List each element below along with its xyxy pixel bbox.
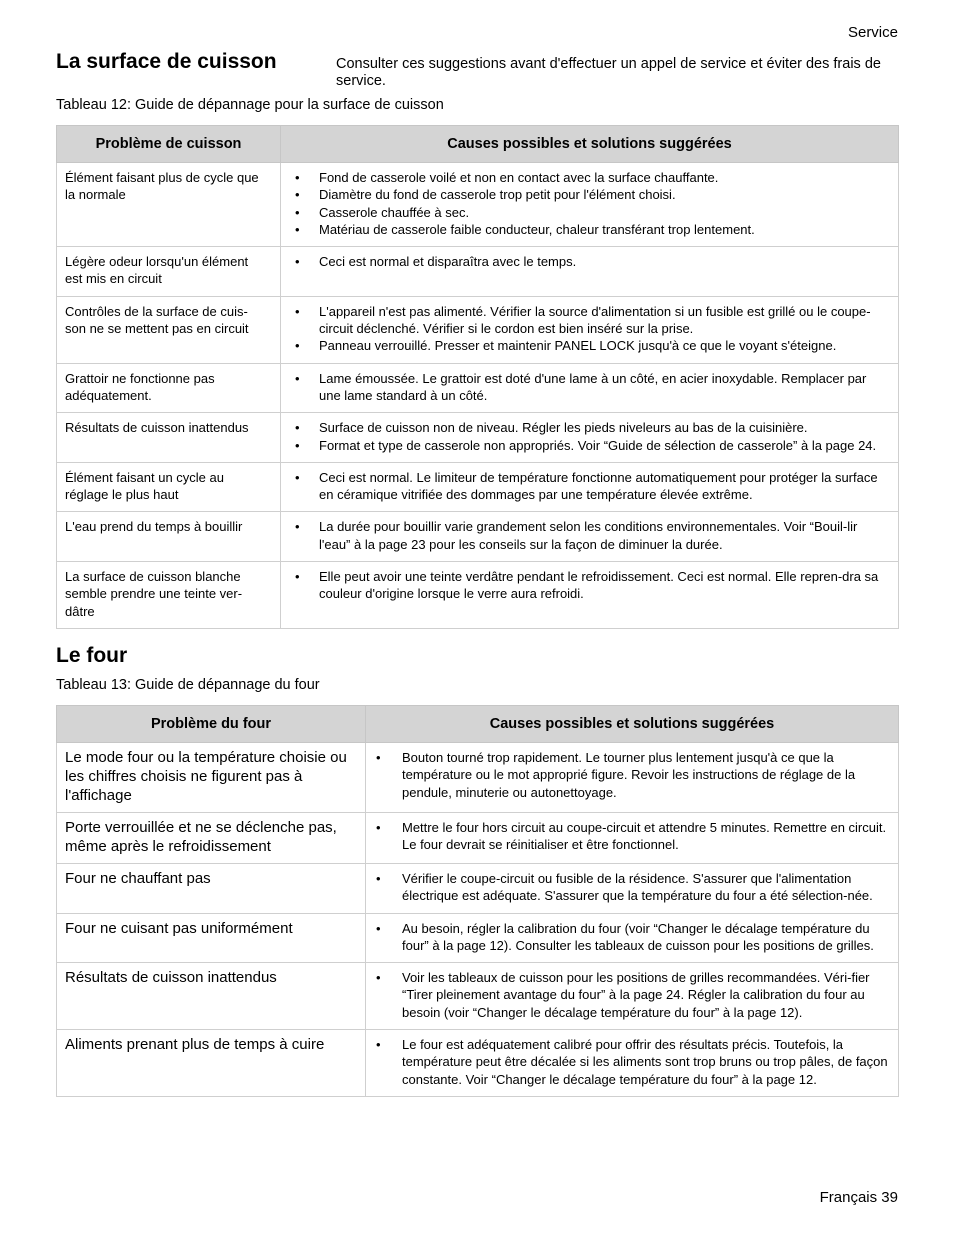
table-row (57, 512, 899, 562)
problem-cell: Aliments prenant plus de temps à cuire (57, 1030, 366, 1097)
problem-cell: Élément faisant plus de cycle que la normale (57, 163, 281, 247)
table-row (57, 913, 899, 963)
problem-cell: L'eau prend du temps à bouillir (57, 512, 281, 562)
problem-cell: Contrôles de la surface de cuis-son ne se mettent pas en circuit (57, 296, 281, 363)
solution-item: • Fond de casserole voilé et non en contact avec la surface chauffante. (289, 169, 890, 186)
solutions-list (374, 1036, 890, 1088)
solutions-list (374, 819, 890, 854)
solutions-cell (281, 512, 899, 562)
solutions-list (374, 969, 890, 1021)
table-caption-13: Tableau 13: Guide de dépannage du four (56, 677, 320, 693)
solution-item: • L'appareil n'est pas alimenté. Vérifier la source d'alimentation si un fusible est grillé ou le coupe-circuit déclenché. Vérifier si le cordon est bien inséré sur la prise. (289, 303, 890, 338)
solutions-list (289, 303, 890, 355)
table-row (57, 864, 899, 914)
section-title-oven: Le four (56, 644, 128, 667)
solution-item: • Voir les tableaux de cuisson pour les positions de grilles recommandées. Véri-fier “Tirer pleinement avantage du four” à la page 24. Régler la calibration du four au besoin (voir “Changer le décalage température du four” à la page 12). (374, 969, 890, 1021)
problem-cell: La surface de cuisson blanche semble prendre une teinte ver-dâtre (57, 562, 281, 629)
table-row (57, 413, 899, 463)
solution-item: • Format et type de casserole non appropriés. Voir “Guide de sélection de casserole” à la page 24. (289, 437, 890, 454)
solutions-list (289, 169, 890, 238)
solutions-cell (281, 363, 899, 413)
table-row (57, 963, 899, 1030)
solution-item: • Ceci est normal et disparaîtra avec le temps. (289, 253, 890, 270)
solutions-cell (281, 462, 899, 512)
problem-cell: Légère odeur lorsqu'un élément est mis en circuit (57, 247, 281, 297)
solution-item: • Matériau de casserole faible conducteur, chaleur transférant trop lentement. (289, 221, 890, 238)
table-header-row (57, 706, 899, 743)
solutions-list (289, 518, 890, 553)
problem-cell: Résultats de cuisson inattendus (57, 413, 281, 463)
solutions-cell (281, 413, 899, 463)
solutions-list (289, 469, 890, 504)
solution-item: • Diamètre du fond de casserole trop petit pour l'élément choisi. (289, 186, 890, 203)
solution-item: • Panneau verrouillé. Presser et maintenir PANEL LOCK jusqu'à ce que le voyant s'éteigne. (289, 337, 890, 354)
table-row (57, 363, 899, 413)
solutions-cell (366, 813, 899, 864)
solutions-cell (366, 743, 899, 813)
problem-cell: Le mode four ou la température choisie ou les chiffres choisis ne figurent pas à l'affichage (57, 743, 366, 813)
solutions-list (374, 749, 890, 801)
solutions-list (374, 870, 890, 905)
solution-item: • Lame émoussée. Le grattoir est doté d'une lame à un côté, en acier inoxydable. Remplacer par une lame standard à un côté. (289, 370, 890, 405)
running-header: Service (847, 24, 898, 41)
solutions-cell (366, 913, 899, 963)
solutions-cell (281, 247, 899, 297)
solutions-list (374, 920, 890, 955)
solutions-list (289, 253, 890, 270)
solutions-cell (281, 562, 899, 629)
solution-item: • Bouton tourné trop rapidement. Le tourner plus lentement jusqu'à ce que la température ou le mot approprié figure. Revoir les instructions de réglage de la pendule, minuterie ou autonettoyage. (374, 749, 890, 801)
solution-item: • La durée pour bouillir varie grandement selon les conditions environnementales. Voir “Bouil-lir l'eau” à la page 23 pour les conseils sur la façon de diminuer la durée. (289, 518, 890, 553)
table-caption-12: Tableau 12: Guide de dépannage pour la surface de cuisson (56, 97, 444, 113)
column-header-problem: Problème de cuisson (57, 126, 281, 163)
solutions-list (289, 419, 890, 454)
section-title-cooktop: La surface de cuisson (56, 50, 277, 73)
solutions-cell (366, 864, 899, 914)
solutions-list (289, 568, 890, 603)
table-row (57, 562, 899, 629)
troubleshooting-table-oven (56, 705, 899, 1097)
table-header-row (57, 126, 899, 163)
solutions-cell (281, 163, 899, 247)
problem-cell: Résultats de cuisson inattendus (57, 963, 366, 1030)
solutions-cell (366, 963, 899, 1030)
problem-cell: Grattoir ne fonctionne pas adéquatement. (57, 363, 281, 413)
section-intro: Consulter ces suggestions avant d'effectuer un appel de service et éviter des frais de service. (336, 56, 881, 89)
table-row (57, 247, 899, 297)
column-header-solutions: Causes possibles et solutions suggérées (281, 126, 899, 163)
problem-cell: Élément faisant un cycle au réglage le plus haut (57, 462, 281, 512)
solution-item: • Vérifier le coupe-circuit ou fusible de la résidence. S'assurer que l'alimentation électrique est adéquate. S'assurer que la température du four a été sélection-née. (374, 870, 890, 905)
solution-item: • Mettre le four hors circuit au coupe-circuit et attendre 5 minutes. Remettre en circuit. Le four devrait se réinitialiser et être fonctionnel. (374, 819, 890, 854)
problem-cell: Four ne chauffant pas (57, 864, 366, 914)
column-header-problem: Problème du four (57, 706, 366, 743)
solution-item: • Surface de cuisson non de niveau. Régler les pieds niveleurs au bas de la cuisinière. (289, 419, 890, 436)
table-row (57, 296, 899, 363)
table-row (57, 743, 899, 813)
table-row (57, 813, 899, 864)
solutions-list (289, 370, 890, 405)
solution-item: • Casserole chauffée à sec. (289, 204, 890, 221)
solutions-cell (366, 1030, 899, 1097)
column-header-solutions: Causes possibles et solutions suggérées (366, 706, 899, 743)
solutions-cell (281, 296, 899, 363)
solution-item: • Ceci est normal. Le limiteur de température fonctionne automatiquement pour protéger la surface en céramique vitrifiée des dommages par une température élevée extrême. (289, 469, 890, 504)
troubleshooting-table-cooktop (56, 125, 899, 629)
problem-cell: Porte verrouillée et ne se déclenche pas, même après le refroidissement (57, 813, 366, 864)
problem-cell: Four ne cuisant pas uniformément (57, 913, 366, 963)
table-row (57, 163, 899, 247)
page-number: Français 39 (819, 1189, 898, 1206)
table-row (57, 462, 899, 512)
solution-item: • Au besoin, régler la calibration du four (voir “Changer le décalage température du four” à la page 12). Consulter les tableaux de cuisson pour les positions de grilles. (374, 920, 890, 955)
solution-item: • Elle peut avoir une teinte verdâtre pendant le refroidissement. Ceci est normal. Elle repren-dra sa couleur d'origine lorsque le verre aura refroidi. (289, 568, 890, 603)
solution-item: • Le four est adéquatement calibré pour offrir des résultats précis. Toutefois, la température peut être décalée si les aliments sont trop bruns ou trop pâles, de façon constante. Voir “Changer le décalage température du four” à la page 12. (374, 1036, 890, 1088)
table-row (57, 1030, 899, 1097)
